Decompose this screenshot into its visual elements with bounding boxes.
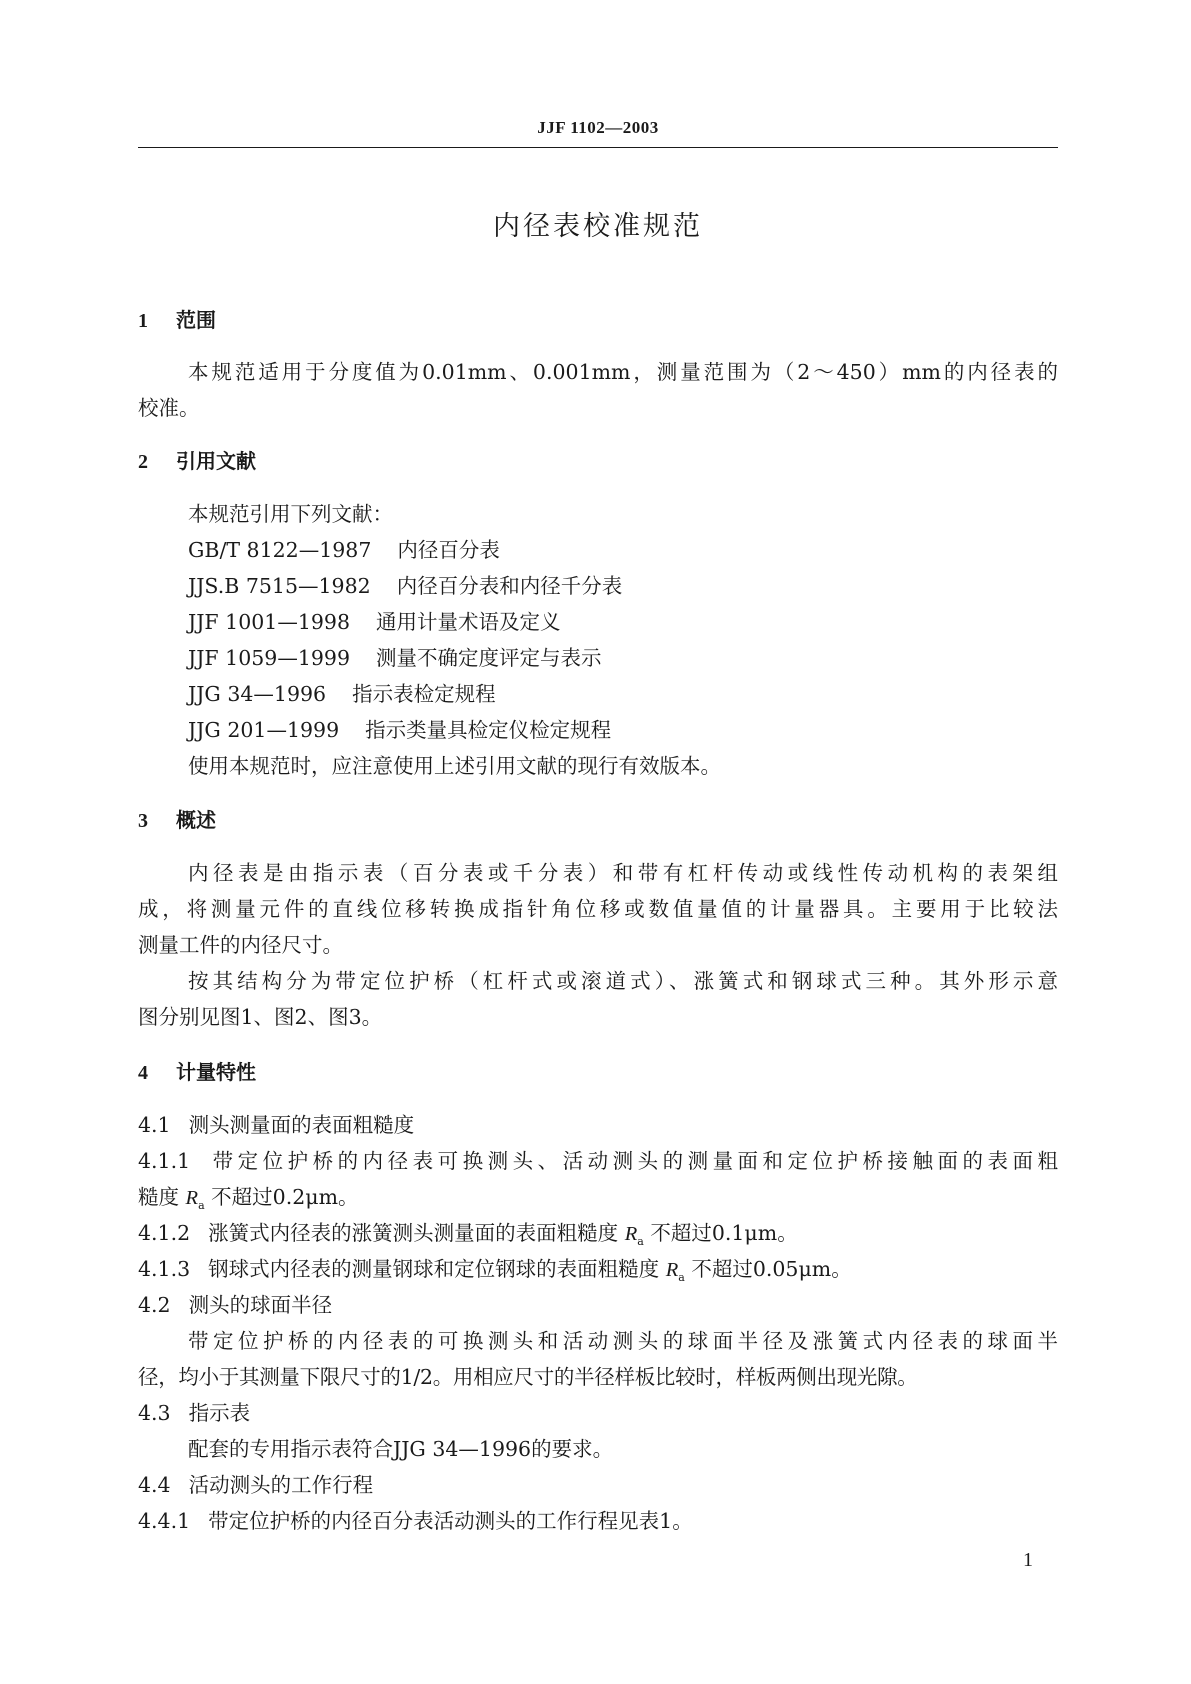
clause-text: 不超过0.05μm。 (691, 1257, 852, 1281)
clause-4-1-3 (138, 1255, 1058, 1292)
reference-item (188, 716, 1058, 744)
section-1-heading (138, 306, 216, 335)
reference-item (188, 536, 1058, 564)
section-2-heading (138, 447, 256, 476)
roughness-symbol: R (624, 1223, 638, 1245)
subsection-title: 测头的球面半径 (188, 1293, 333, 1317)
paragraph-line: 测量工件的内径尺寸。 (138, 933, 343, 957)
reference-item (188, 680, 1058, 708)
document-code-header: JJF 1102—2003 (537, 118, 659, 137)
clause-number: 4.1.1 (138, 1149, 191, 1173)
clause-4-1-1-line2 (138, 1183, 1058, 1220)
clause-text: 糙度 (138, 1185, 179, 1209)
roughness-subscript: a (637, 1235, 644, 1249)
reference-code: JJS.B 7515—1982 (188, 574, 371, 598)
subsection-number: 4.4 (138, 1473, 171, 1497)
section-number: 2 (138, 451, 148, 473)
paragraph-line: 配套的专用指示表符合JJG 34—1996的要求。 (188, 1437, 614, 1461)
reference-code: GB/T 8122—1987 (188, 538, 372, 562)
reference-name: 内径百分表 (397, 538, 500, 562)
section-title: 计量特性 (176, 1060, 256, 1084)
subsection-number: 4.3 (138, 1401, 171, 1425)
paragraph-line: 按其结构分为带定位护桥（杠杆式或滚道式）、涨簧式和钢球式三种。其外形示意 (188, 969, 1058, 993)
paragraph-line: 图分别见图1、图2、图3。 (138, 1005, 383, 1029)
clause-text: 带定位护桥的内径百分表活动测头的工作行程见表1。 (208, 1509, 693, 1533)
reference-code: JJF 1059—1999 (188, 646, 351, 670)
clause-text: 不超过0.2μm。 (211, 1185, 359, 1209)
header-divider (138, 147, 1058, 148)
reference-code: JJF 1001—1998 (188, 610, 351, 634)
paragraph-line: 成，将测量元件的直线位移转换成指针角位移或数值量值的计量器具。主要用于比较法 (138, 897, 1058, 921)
roughness-subscript: a (198, 1199, 205, 1213)
clause-text: 涨簧式内径表的涨簧测头测量面的表面粗糙度 (208, 1221, 619, 1245)
section-number: 3 (138, 810, 148, 832)
subsection-title: 测头测量面的表面粗糙度 (188, 1113, 415, 1137)
page-title: 内径表校准规范 (493, 211, 703, 242)
reference-item (188, 608, 1058, 636)
reference-name: 指示类量具检定仪检定规程 (365, 718, 612, 742)
clause-4-1-2 (138, 1219, 1058, 1256)
clause-4-1-1-line1 (138, 1147, 1058, 1175)
clause-text: 不超过0.1μm。 (650, 1221, 798, 1245)
subsection-4-4-heading (138, 1471, 1058, 1499)
roughness-symbol: R (665, 1259, 679, 1281)
paragraph-line: 带定位护桥的内径表的可换测头和活动测头的球面半径及涨簧式内径表的球面半 (188, 1329, 1058, 1353)
reference-name: 指示表检定规程 (352, 682, 496, 706)
subsection-4-3-heading (138, 1399, 1058, 1427)
paragraph-line: 内径表是由指示表（百分表或千分表）和带有杠杆传动或线性传动机构的表架组 (188, 861, 1058, 885)
subsection-4-2-heading (138, 1291, 1058, 1319)
reference-item (188, 644, 1058, 672)
reference-name: 通用计量术语及定义 (376, 610, 561, 634)
paragraph-line: 本规范适用于分度值为0.01mm、0.001mm，测量范围为（2～450）mm的内径表的 (188, 360, 1058, 384)
reference-code: JJG 34—1996 (188, 682, 327, 706)
reference-code: JJG 201—1999 (188, 718, 340, 742)
clause-number: 4.1.2 (138, 1221, 191, 1245)
subsection-number: 4.2 (138, 1293, 171, 1317)
reference-item (188, 572, 1058, 600)
paragraph-line: 使用本规范时，应注意使用上述引用文献的现行有效版本。 (188, 754, 721, 778)
section-number: 1 (138, 310, 148, 332)
section-title: 概述 (176, 808, 216, 832)
clause-text: 带定位护桥的内径表可换测头、活动测头的测量面和定位护桥接触面的表面粗 (208, 1149, 1058, 1173)
section-3-heading (138, 806, 216, 835)
subsection-title: 活动测头的工作行程 (188, 1473, 374, 1497)
reference-name: 测量不确定度评定与表示 (376, 646, 602, 670)
paragraph-line: 径，均小于其测量下限尺寸的1/2。用相应尺寸的半径样板比较时，样板两侧出现光隙。 (138, 1365, 918, 1389)
subsection-title: 指示表 (188, 1401, 251, 1425)
paragraph-line: 本规范引用下列文献： (188, 502, 393, 526)
subsection-number: 4.1 (138, 1113, 171, 1137)
section-number: 4 (138, 1062, 148, 1084)
roughness-subscript: a (678, 1271, 685, 1285)
clause-number: 4.1.3 (138, 1257, 191, 1281)
section-4-heading (138, 1058, 256, 1087)
clause-number: 4.4.1 (138, 1509, 191, 1533)
roughness-symbol: R (185, 1187, 199, 1209)
section-title: 引用文献 (176, 449, 256, 473)
section-title: 范围 (176, 308, 216, 332)
paragraph-line: 校准。 (138, 396, 200, 420)
subsection-4-1-heading (138, 1111, 1058, 1139)
clause-4-4-1 (138, 1507, 1058, 1535)
clause-text: 钢球式内径表的测量钢球和定位钢球的表面粗糙度 (208, 1257, 660, 1281)
page-number: 1 (1023, 1549, 1033, 1571)
reference-name: 内径百分表和内径千分表 (396, 574, 623, 598)
